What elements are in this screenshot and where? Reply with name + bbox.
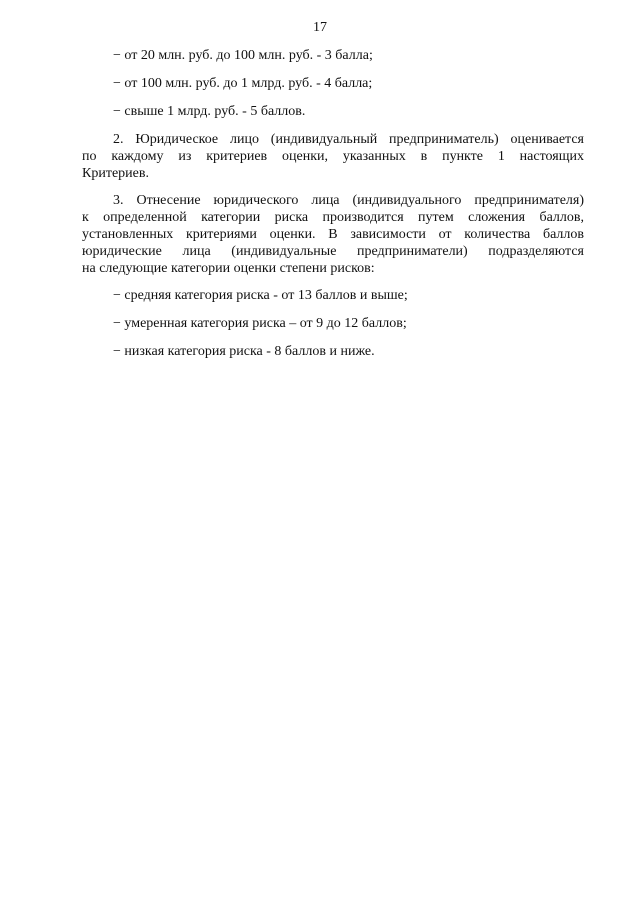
- paragraph-line: Критериев.: [82, 166, 149, 181]
- paragraph-line: юридические лица (индивидуальные предприниматели) подразделяются: [82, 244, 584, 259]
- page-number: 17: [313, 20, 327, 35]
- list-item: − от 20 млн. руб. до 100 млн. руб. - 3 балла;: [113, 48, 373, 63]
- paragraph-line: на следующие категории оценки степени рисков:: [82, 261, 375, 276]
- paragraph-2: [82, 131, 584, 182]
- list-item: − умеренная категория риска – от 9 до 12 баллов;: [113, 316, 407, 331]
- paragraph-line: установленных критериями оценки. В зависимости от количества баллов: [82, 227, 584, 242]
- list-item: − средняя категория риска - от 13 баллов и выше;: [113, 288, 408, 303]
- paragraph-3: [82, 192, 584, 277]
- paragraph-line: по каждому из критериев оценки, указанных в пункте 1 настоящих: [82, 149, 584, 164]
- list-item: − от 100 млн. руб. до 1 млрд. руб. - 4 балла;: [113, 76, 373, 91]
- list-item: − свыше 1 млрд. руб. - 5 баллов.: [113, 104, 306, 119]
- list-item: − низкая категория риска - 8 баллов и ниже.: [113, 344, 375, 359]
- paragraph-line: к определенной категории риска производится путем сложения баллов,: [82, 210, 584, 225]
- paragraph-line: 3. Отнесение юридического лица (индивидуального предпринимателя): [113, 193, 584, 208]
- document-body: [82, 47, 584, 371]
- paragraph-line: 2. Юридическое лицо (индивидуальный предприниматель) оценивается: [113, 132, 584, 147]
